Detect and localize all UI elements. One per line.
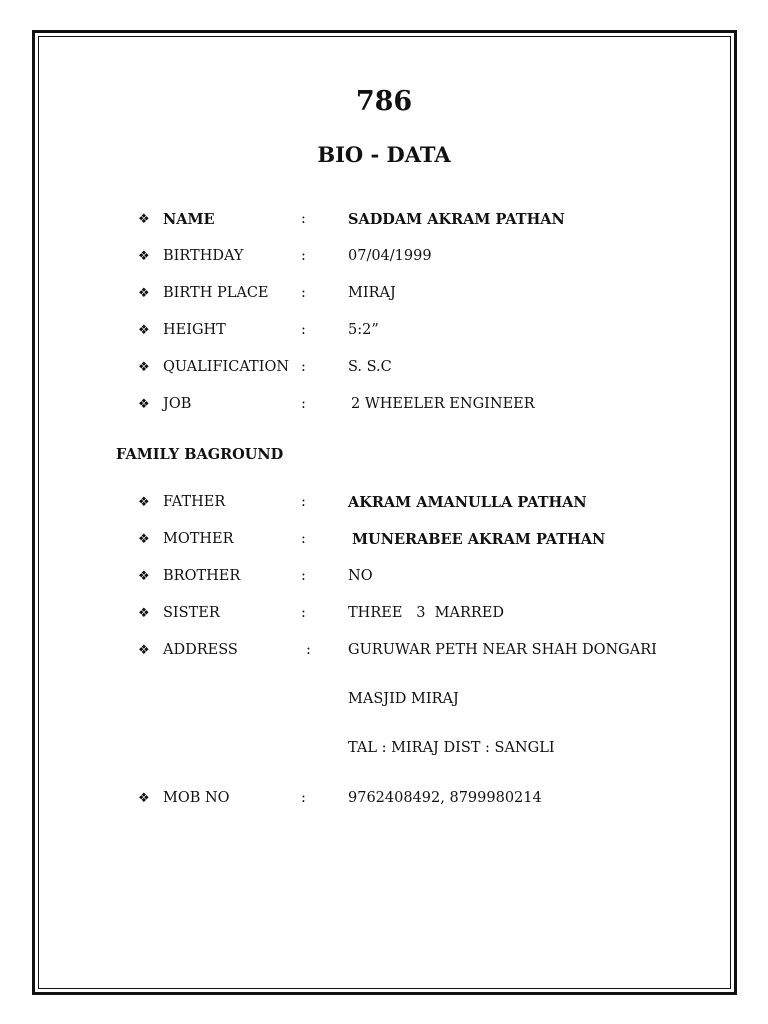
field-value: SADDAM AKRAM PATHAN bbox=[348, 211, 565, 228]
bullet-icon: ❖ bbox=[138, 212, 150, 227]
field-value: MUNERABEE AKRAM PATHAN bbox=[352, 531, 606, 548]
bullet-icon: ❖ bbox=[138, 606, 150, 621]
colon: : bbox=[301, 605, 306, 621]
row-brother bbox=[0, 568, 768, 590]
bullet-icon: ❖ bbox=[138, 397, 150, 412]
colon: : bbox=[301, 790, 306, 806]
address-line-2: MASJID MIRAJ bbox=[348, 691, 459, 707]
field-label: FATHER bbox=[163, 494, 226, 510]
row-sister bbox=[0, 605, 768, 627]
bullet-icon: ❖ bbox=[138, 360, 150, 375]
bullet-icon: ❖ bbox=[138, 249, 150, 264]
field-label: BROTHER bbox=[163, 568, 241, 584]
colon: : bbox=[301, 494, 306, 510]
row-father bbox=[0, 494, 768, 516]
field-label: QUALIFICATION bbox=[163, 359, 290, 375]
field-label: HEIGHT bbox=[163, 322, 226, 338]
colon: : bbox=[306, 642, 311, 658]
row-address bbox=[0, 642, 768, 664]
bullet-icon: ❖ bbox=[138, 495, 150, 510]
field-value: 2 WHEELER ENGINEER bbox=[351, 396, 535, 412]
colon: : bbox=[301, 568, 306, 584]
field-value: GURUWAR PETH NEAR SHAH DONGARI bbox=[348, 642, 657, 658]
field-value: MIRAJ bbox=[348, 285, 396, 301]
colon: : bbox=[301, 285, 306, 301]
row-height bbox=[0, 322, 768, 344]
bullet-icon: ❖ bbox=[138, 532, 150, 547]
field-value: 07/04/1999 bbox=[348, 248, 432, 264]
field-label: NAME bbox=[163, 211, 215, 228]
field-value: 5:2” bbox=[348, 322, 379, 338]
bullet-icon: ❖ bbox=[138, 791, 150, 806]
bullet-icon: ❖ bbox=[138, 286, 150, 301]
bullet-icon: ❖ bbox=[138, 323, 150, 338]
header-number: 786 bbox=[355, 86, 413, 117]
field-label: BIRTHDAY bbox=[163, 248, 244, 264]
row-birthday bbox=[0, 248, 768, 270]
row-qualification bbox=[0, 359, 768, 381]
field-label: JOB bbox=[163, 396, 192, 412]
colon: : bbox=[301, 248, 306, 264]
field-label: SISTER bbox=[163, 605, 220, 621]
field-value: NO bbox=[348, 568, 373, 584]
bullet-icon: ❖ bbox=[138, 643, 150, 658]
field-label: MOB NO bbox=[163, 790, 230, 806]
field-value: THREE 3 MARRED bbox=[348, 605, 505, 621]
colon: : bbox=[301, 531, 306, 547]
row-birth-place bbox=[0, 285, 768, 307]
row-mother bbox=[0, 531, 768, 553]
colon: : bbox=[301, 359, 306, 375]
field-label: ADDRESS bbox=[163, 642, 238, 658]
colon: : bbox=[301, 322, 306, 338]
bullet-icon: ❖ bbox=[138, 569, 150, 584]
colon: : bbox=[301, 396, 306, 412]
field-label: MOTHER bbox=[163, 531, 234, 547]
field-value: AKRAM AMANULLA PATHAN bbox=[348, 494, 587, 511]
row-name bbox=[0, 211, 768, 233]
field-label: BIRTH PLACE bbox=[163, 285, 269, 301]
field-value: 9762408492, 8799980214 bbox=[348, 790, 542, 806]
row-mobile bbox=[0, 790, 768, 812]
field-value: S. S.C bbox=[348, 359, 392, 375]
section-heading-family: FAMILY BAGROUND bbox=[116, 446, 284, 463]
address-line-3: TAL : MIRAJ DIST : SANGLI bbox=[348, 740, 555, 756]
page-title: BIO - DATA bbox=[317, 142, 451, 167]
colon: : bbox=[301, 211, 306, 227]
row-job bbox=[0, 396, 768, 418]
